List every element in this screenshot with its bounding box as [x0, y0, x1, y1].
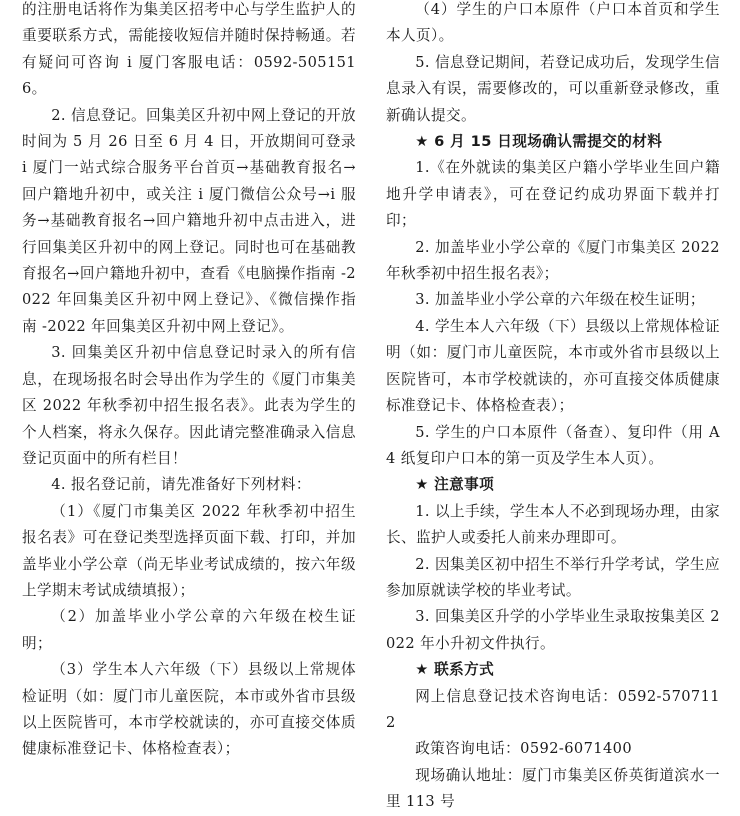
material-item-1: （1）《厦门市集美区 2022 年秋季初中招生报名表》可在登记类型选择页面下载、打印，并加盖毕业小学公章（尚无毕业考试成绩的，按六年级上学期末考试成绩填报）；: [22, 502, 356, 599]
onsite-material-5: 5. 学生的户口本原件（备查）、复印件（用 A4 纸复印户口本的第一页及学生本人页）。: [386, 423, 720, 467]
material-item-2: （2）加盖毕业小学公章的六年级在校生证明；: [22, 608, 356, 652]
contact-tech-phone: 网上信息登记技术咨询电话：0592-5707112: [386, 687, 720, 731]
note-2: 2. 因集美区初中招生不举行升学考试，学生应参加原就读学校的毕业考试。: [386, 555, 720, 599]
contact-policy-phone: 政策咨询电话：0592-6071400: [415, 740, 633, 758]
onsite-material-2: 2. 加盖毕业小学公章的《厦门市集美区 2022 年秋季初中招生报名表》；: [386, 238, 720, 283]
paragraph-materials-intro: 4. 报名登记前，请先准备好下列材料：: [51, 476, 311, 494]
onsite-material-1: 1.《在外就读的集美区户籍小学毕业生回户籍地升学申请表》，可在登记约成功界面下载并打印；: [386, 159, 720, 230]
paragraph-modify-info: 5. 信息登记期间，若登记成功后，发现学生信息录入有误，需要修改的，可以重新登录修改，重新确认提交。: [386, 53, 720, 124]
left-column: [22, 0, 356, 763]
paragraph-phone-note: 的注册电话将作为集美区招考中心与学生监护人的重要联系方式，需能接收短信并随时保持畅通。若有疑问可咨询 i 厦门客服电话：0592-5051516。: [22, 1, 356, 98]
contact-address: 现场确认地址：厦门市集美区侨英街道滨水一里 113 号: [386, 766, 720, 811]
paragraph-registration-data: 3. 回集美区升初中信息登记时录入的所有信息，在现场报名时会导出作为学生的《厦门市集美区 2022 年秋季初中招生报名表》。此表为学生的个人档案，将永久保存。因此请完整准确录入信息登记页面中的所有栏目！: [22, 344, 356, 467]
heading-onsite-materials: ★ 6 月 15 日现场确认需提交的材料: [415, 133, 663, 151]
onsite-material-3: 3. 加盖毕业小学公章的六年级在校生证明；: [415, 291, 705, 309]
note-3: 3. 回集美区升学的小学毕业生录取按集美区 2022 年小升初文件执行。: [386, 608, 720, 652]
note-1: 1. 以上手续，学生本人不必到现场办理，由家长、监护人或委托人前来办理即可。: [386, 502, 720, 547]
paragraph-info-registration: 2. 信息登记。回集美区升初中网上登记的开放时间为 5 月 26 日至 6 月 4 日，开放期间可登录 i 厦门一站式综合服务平台首页→基础教育报名→回户籍地升初中，或关注 i 厦门微信公众号→i 服务→基础教育报名→回户籍地升初中点击进入，进行回集美区升初中的网上登记。同时也可在基础教育报名→回户籍地升初中，查看《电脑操作指南 -2022 年回集美区升初中网上登记》、《微信操作指南 -2022 年回集美区升初中网上登记》。: [22, 106, 356, 335]
material-item-3: （3）学生本人六年级（下）县级以上常规体检证明（如：厦门市儿童医院，本市或外省市县级以上医院皆可，本市学校就读的，亦可直接交体质健康标准登记卡、体格检查表）；: [22, 661, 356, 758]
right-column: [386, 0, 720, 816]
heading-contact: ★ 联系方式: [415, 661, 495, 679]
heading-notes: ★ 注意事项: [415, 476, 495, 494]
material-item-4: （4）学生的户口本原件（户口本首页和学生本人页）。: [386, 1, 720, 45]
onsite-material-4: 4. 学生本人六年级（下）县级以上常规体检证明（如：厦门市儿童医院，本市或外省市县级以上医院皆可，本市学校就读的，亦可直接交体质健康标准登记卡、体格检查表）；: [386, 317, 720, 415]
